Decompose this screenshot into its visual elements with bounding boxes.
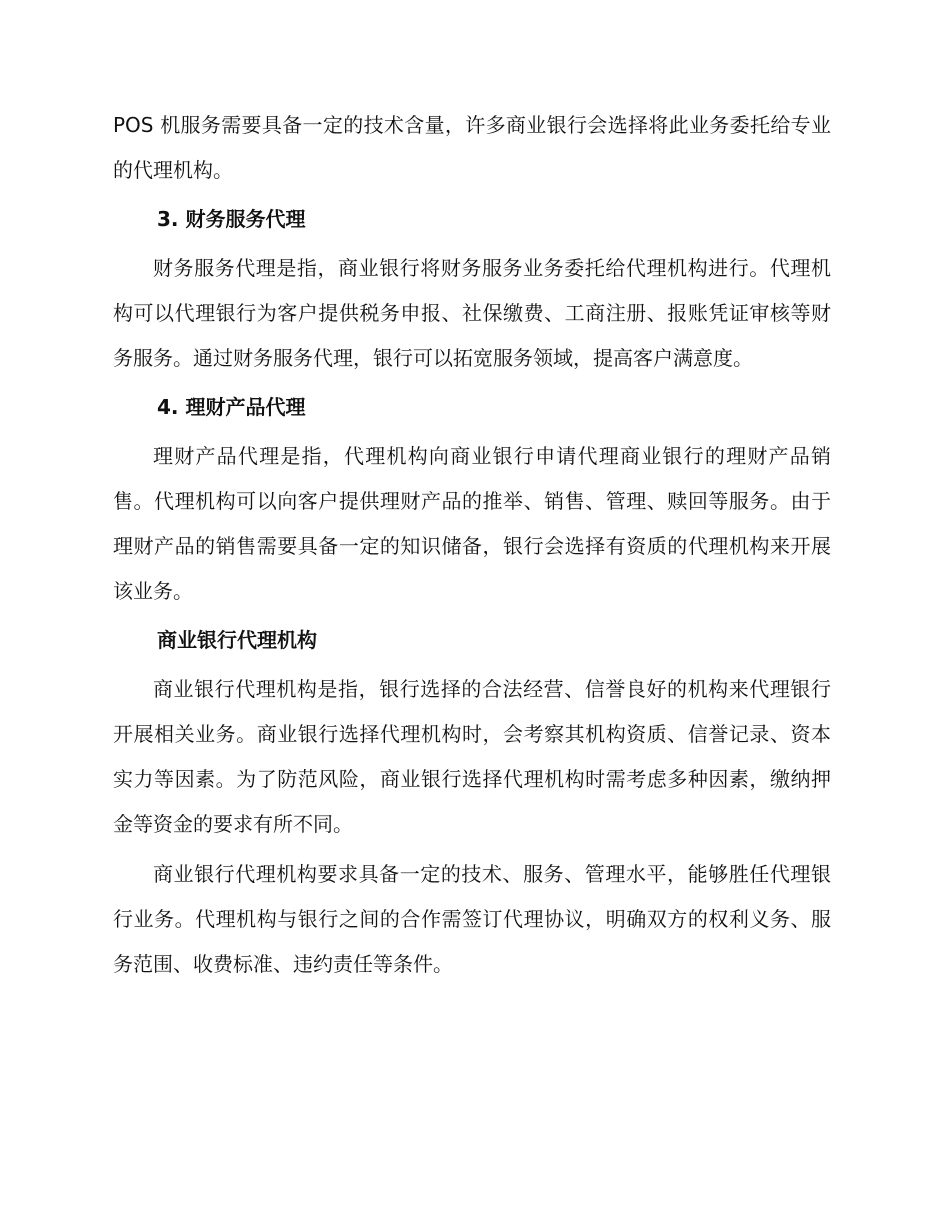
heading-financial-service-agency: 3. 财务服务代理 xyxy=(157,207,306,231)
paragraph-pos-service: POS 机服务需要具备一定的技术含量，许多商业银行会选择将此业务委托给专业的代理机构。 xyxy=(113,113,831,182)
heading-wealth-product-agency: 4. 理财产品代理 xyxy=(157,395,306,419)
paragraph-agency-requirements: 商业银行代理机构要求具备一定的技术、服务、管理水平，能够胜任代理银行业务。代理机构与银行之间的合作需签订代理协议，明确双方的权利义务、服务范围、收费标准、违约责任等条件。 xyxy=(113,862,831,976)
document-page xyxy=(113,103,831,987)
heading-bank-agency-institution: 商业银行代理机构 xyxy=(157,628,317,652)
paragraph-financial-service-agency: 财务服务代理是指，商业银行将财务服务业务委托给代理机构进行。代理机构可以代理银行为客户提供税务申报、社保缴费、工商注册、报账凭证审核等财务服务。通过财务服务代理，银行可以拓宽服务领域，提高客户满意度。 xyxy=(113,256,831,370)
paragraph-wealth-product-agency: 理财产品代理是指，代理机构向商业银行申请代理商业银行的理财产品销售。代理机构可以向客户提供理财产品的推举、销售、管理、赎回等服务。由于理财产品的销售需要具备一定的知识储备，银行会选择有资质的代理机构来开展该业务。 xyxy=(113,444,831,603)
paragraph-bank-agency-institution: 商业银行代理机构是指，银行选择的合法经营、信誉良好的机构来代理银行开展相关业务。商业银行选择代理机构时，会考察其机构资质、信誉记录、资本实力等因素。为了防范风险，商业银行选择代理机构时需考虑多种因素，缴纳押金等资金的要求有所不同。 xyxy=(113,677,831,836)
